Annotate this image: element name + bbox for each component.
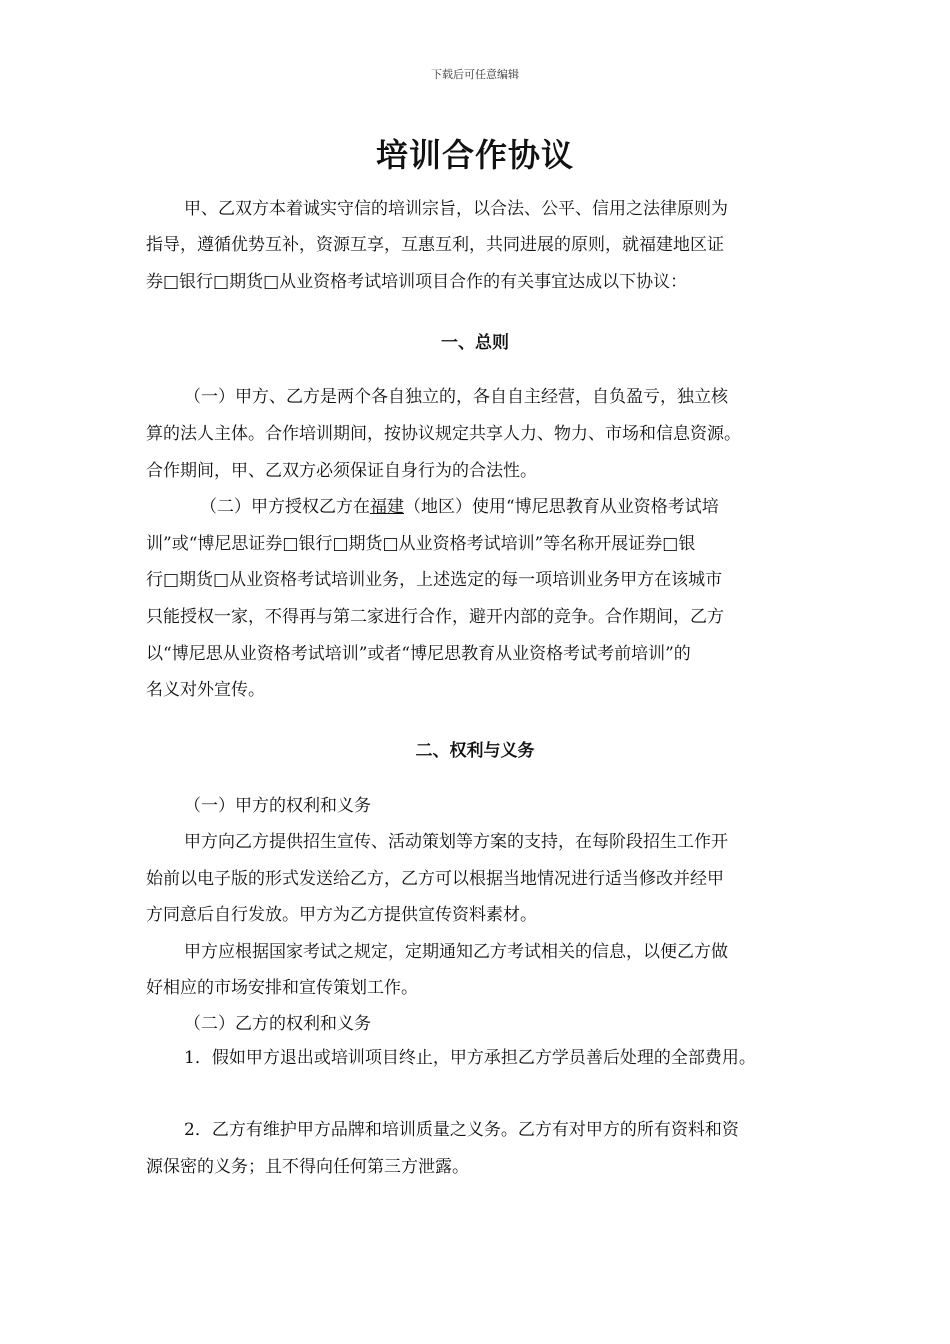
paragraph-line: 甲方应根据国家考试之规定，定期通知乙方考试相关的信息，以便乙方做 bbox=[184, 942, 728, 962]
paragraph-line: 合作期间，甲、乙双方必须保证自身行为的合法性。 bbox=[146, 461, 537, 481]
intro-line: 甲、乙双方本着诚实守信的培训宗旨，以合法、公平、信用之法律原则为 bbox=[184, 199, 728, 219]
intro-line: 指导，遵循优势互补，资源互享，互惠互利，共同进展的原则，就福建地区证 bbox=[146, 235, 724, 255]
text-run: （地区）使用“博尼思教育从业资格考试培 bbox=[404, 497, 719, 517]
paragraph-line: 以“博尼思从业资格考试培训”或者“博尼思教育从业资格考试考前培训”的 bbox=[146, 644, 691, 664]
paragraph-line: 训”或“博尼思证券□银行□期货□从业资格考试培训”等名称开展证券□银 bbox=[146, 534, 696, 554]
intro-line: 券□银行□期货□从业资格考试培训项目合作的有关事宜达成以下协议： bbox=[146, 272, 688, 292]
paragraph-line: 始前以电子版的形式发送给乙方，乙方可以根据当地情况进行适当修改并经甲 bbox=[146, 869, 724, 889]
paragraph-line: （一）甲方、乙方是两个各自独立的，各自自主经营，自负盈亏，独立核 bbox=[184, 387, 728, 407]
paragraph-line: 算的法人主体。合作培训期间，按协议规定共享人力、物力、市场和信息资源。 bbox=[146, 424, 741, 444]
subheading: （二）乙方的权利和义务 bbox=[184, 1014, 371, 1034]
paragraph-line: 方同意后自行发放。甲方为乙方提供宣传资料素材。 bbox=[146, 905, 537, 925]
header-note: 下载后可任意编辑 bbox=[431, 68, 519, 81]
document-title: 培训合作协议 bbox=[375, 136, 574, 174]
list-item: 源保密的义务；且不得向任何第三方泄露。 bbox=[146, 1157, 469, 1177]
paragraph-line: 只能授权一家，不得再与第二家进行合作，避开内部的竞争。合作期间，乙方 bbox=[146, 607, 724, 627]
list-item: 1．假如甲方退出或培训项目终止，甲方承担乙方学员善后处理的全部费用。 bbox=[184, 1048, 756, 1068]
paragraph-line bbox=[200, 495, 719, 519]
section-heading-general: 一、总则 bbox=[441, 333, 509, 353]
paragraph-line: 名义对外宣传。 bbox=[146, 680, 265, 700]
region-underlined: 福建 bbox=[370, 497, 404, 517]
paragraph-line: 行□期货□从业资格考试培训业务，上述选定的每一项培训业务甲方在该城市 bbox=[146, 570, 723, 590]
paragraph-line: 甲方向乙方提供招生宣传、活动策划等方案的支持，在每阶段招生工作开 bbox=[184, 832, 728, 852]
section-heading-rights: 二、权利与义务 bbox=[415, 741, 535, 761]
paragraph-line: 好相应的市场安排和宣传策划工作。 bbox=[146, 978, 418, 998]
list-item: 2．乙方有维护甲方品牌和培训质量之义务。乙方有对甲方的所有资料和资 bbox=[184, 1120, 739, 1140]
text-run: （二）甲方授权乙方在 bbox=[200, 497, 370, 517]
subheading: （一）甲方的权利和义务 bbox=[184, 796, 371, 816]
